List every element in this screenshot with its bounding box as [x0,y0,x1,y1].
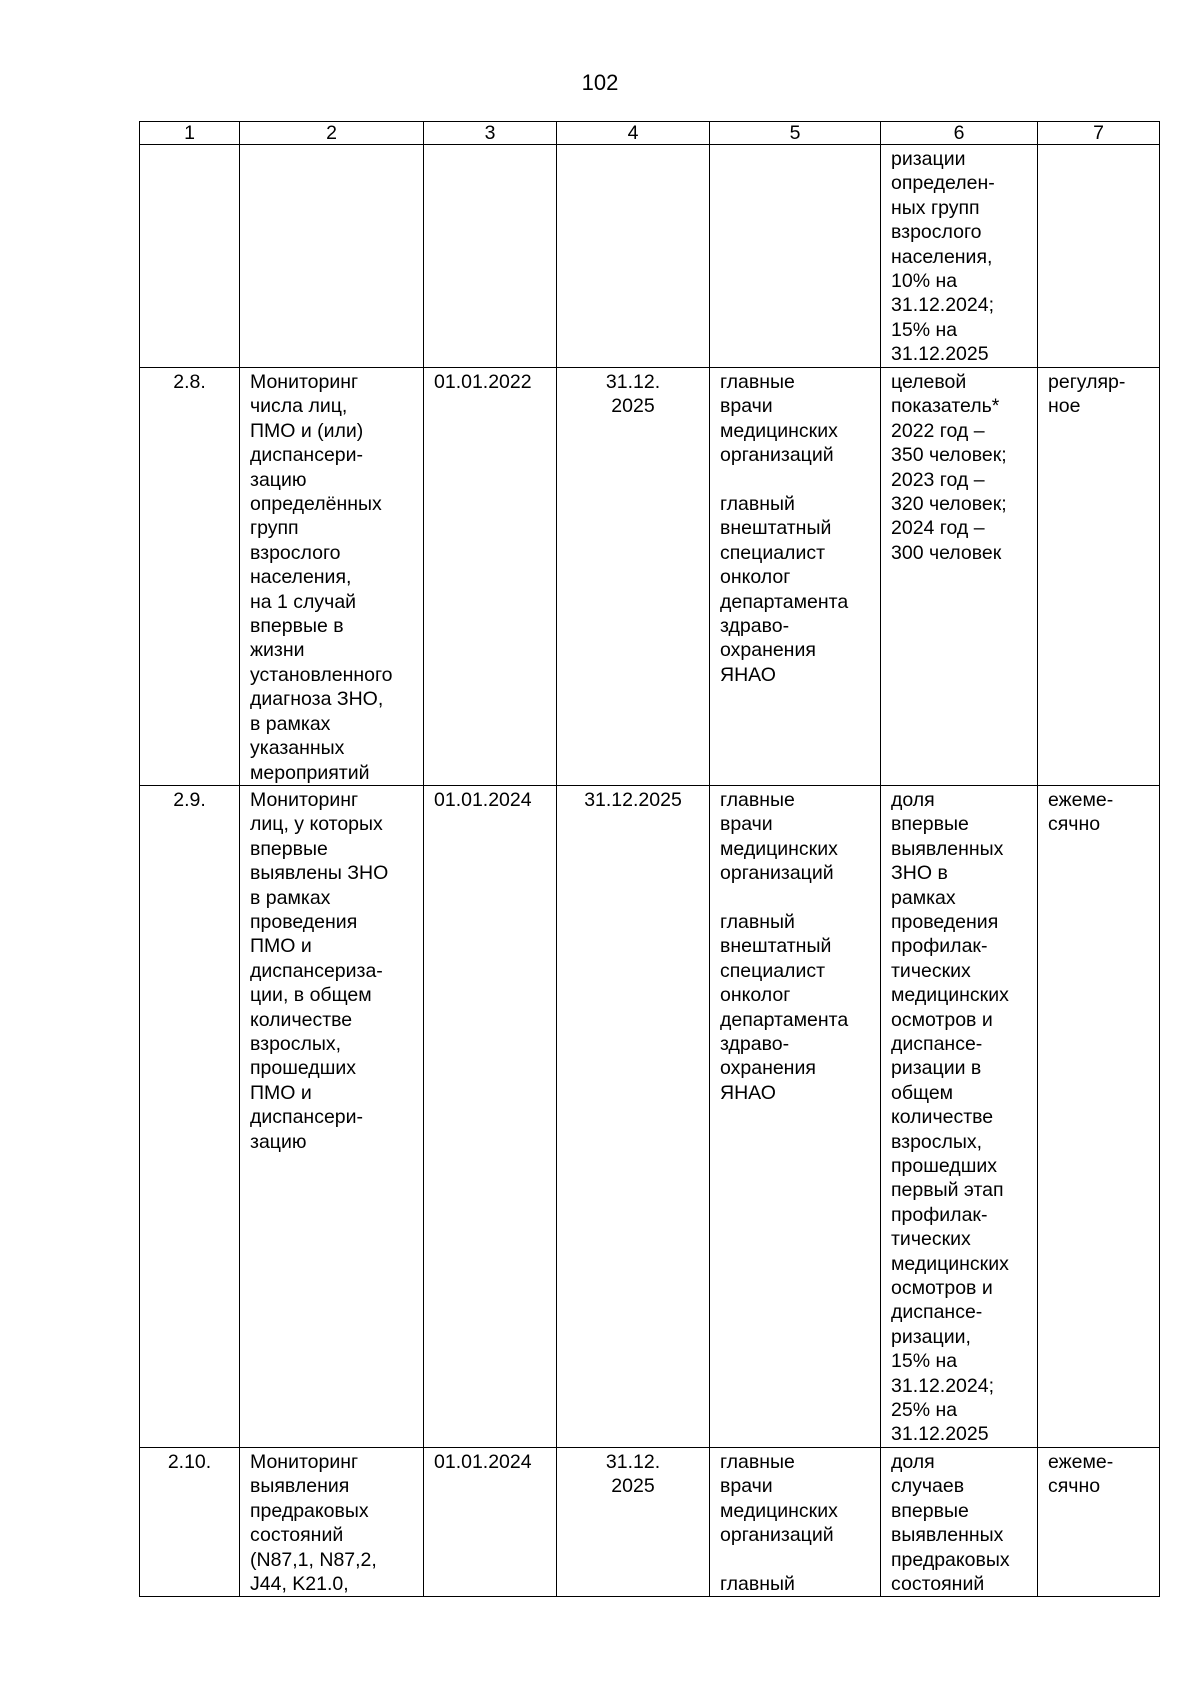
responsible-cell: главные врачи медицинских организаций главный внештатный специалист онколог департамента здраво- охранения ЯНАО [710,368,881,786]
indicator-cell: доля впервые выявленных ЗНО в рамках проведения профилак- тических медицинских осмотров и диспансе- ризации в общем количестве взрослых, прошедших первый этап профилак- тических медицинских осмотров и диспансе- ризации, 15% на 31.12.2024; 25% на 31.12.2025 [881,785,1038,1447]
end-date-cell: 31.12. 2025 [557,368,710,786]
table-header-row [140,122,1160,145]
page-number: 102 [581,70,619,95]
item-number-cell: 2.9. [140,785,240,1447]
item-number-cell [140,145,240,368]
periodicity-cell [1038,145,1160,368]
periodicity-cell: регуляр- ное [1038,368,1160,786]
measures-table [139,121,1160,1597]
start-date-cell [424,145,557,368]
responsible-cell [710,145,881,368]
column-number-6: 6 [881,122,1038,145]
table-row [140,1447,1160,1596]
end-date-cell: 31.12.2025 [557,785,710,1447]
column-number-3: 3 [424,122,557,145]
column-number-5: 5 [710,122,881,145]
column-number-1: 1 [140,122,240,145]
column-number-4: 4 [557,122,710,145]
end-date-cell: 31.12. 2025 [557,1447,710,1596]
periodicity-cell: ежеме- сячно [1038,785,1160,1447]
periodicity-cell: ежеме- сячно [1038,1447,1160,1596]
responsible-cell: главные врачи медицинских организаций главный [710,1447,881,1596]
start-date-cell: 01.01.2024 [424,785,557,1447]
indicator-cell: целевой показатель* 2022 год – 350 человек; 2023 год – 320 человек; 2024 год – 300 человек [881,368,1038,786]
start-date-cell: 01.01.2022 [424,368,557,786]
table-row [140,785,1160,1447]
start-date-cell: 01.01.2024 [424,1447,557,1596]
measure-cell [240,145,424,368]
measure-cell: Мониторинг выявления предраковых состояний (N87,1, N87,2, J44, K21.0, [240,1447,424,1596]
table-row [140,368,1160,786]
indicator-cell: ризации определен- ных групп взрослого населения, 10% на 31.12.2024; 15% на 31.12.2025 [881,145,1038,368]
measure-cell: Мониторинг лиц, у которых впервые выявлены ЗНО в рамках проведения ПМО и диспансериза- ции, в общем количестве взрослых, прошедших ПМО и диспансери- зацию [240,785,424,1447]
table-row [140,145,1160,368]
column-number-2: 2 [240,122,424,145]
measure-cell: Мониторинг числа лиц, ПМО и (или) диспансери- зацию определённых групп взрослого населения, на 1 случай впервые в жизни установленного диагноза ЗНО, в рамках указанных мероприятий [240,368,424,786]
item-number-cell: 2.10. [140,1447,240,1596]
indicator-cell: доля случаев впервые выявленных предраковых состояний [881,1447,1038,1596]
end-date-cell [557,145,710,368]
responsible-cell: главные врачи медицинских организаций главный внештатный специалист онколог департамента здраво- охранения ЯНАО [710,785,881,1447]
column-number-7: 7 [1038,122,1160,145]
item-number-cell: 2.8. [140,368,240,786]
